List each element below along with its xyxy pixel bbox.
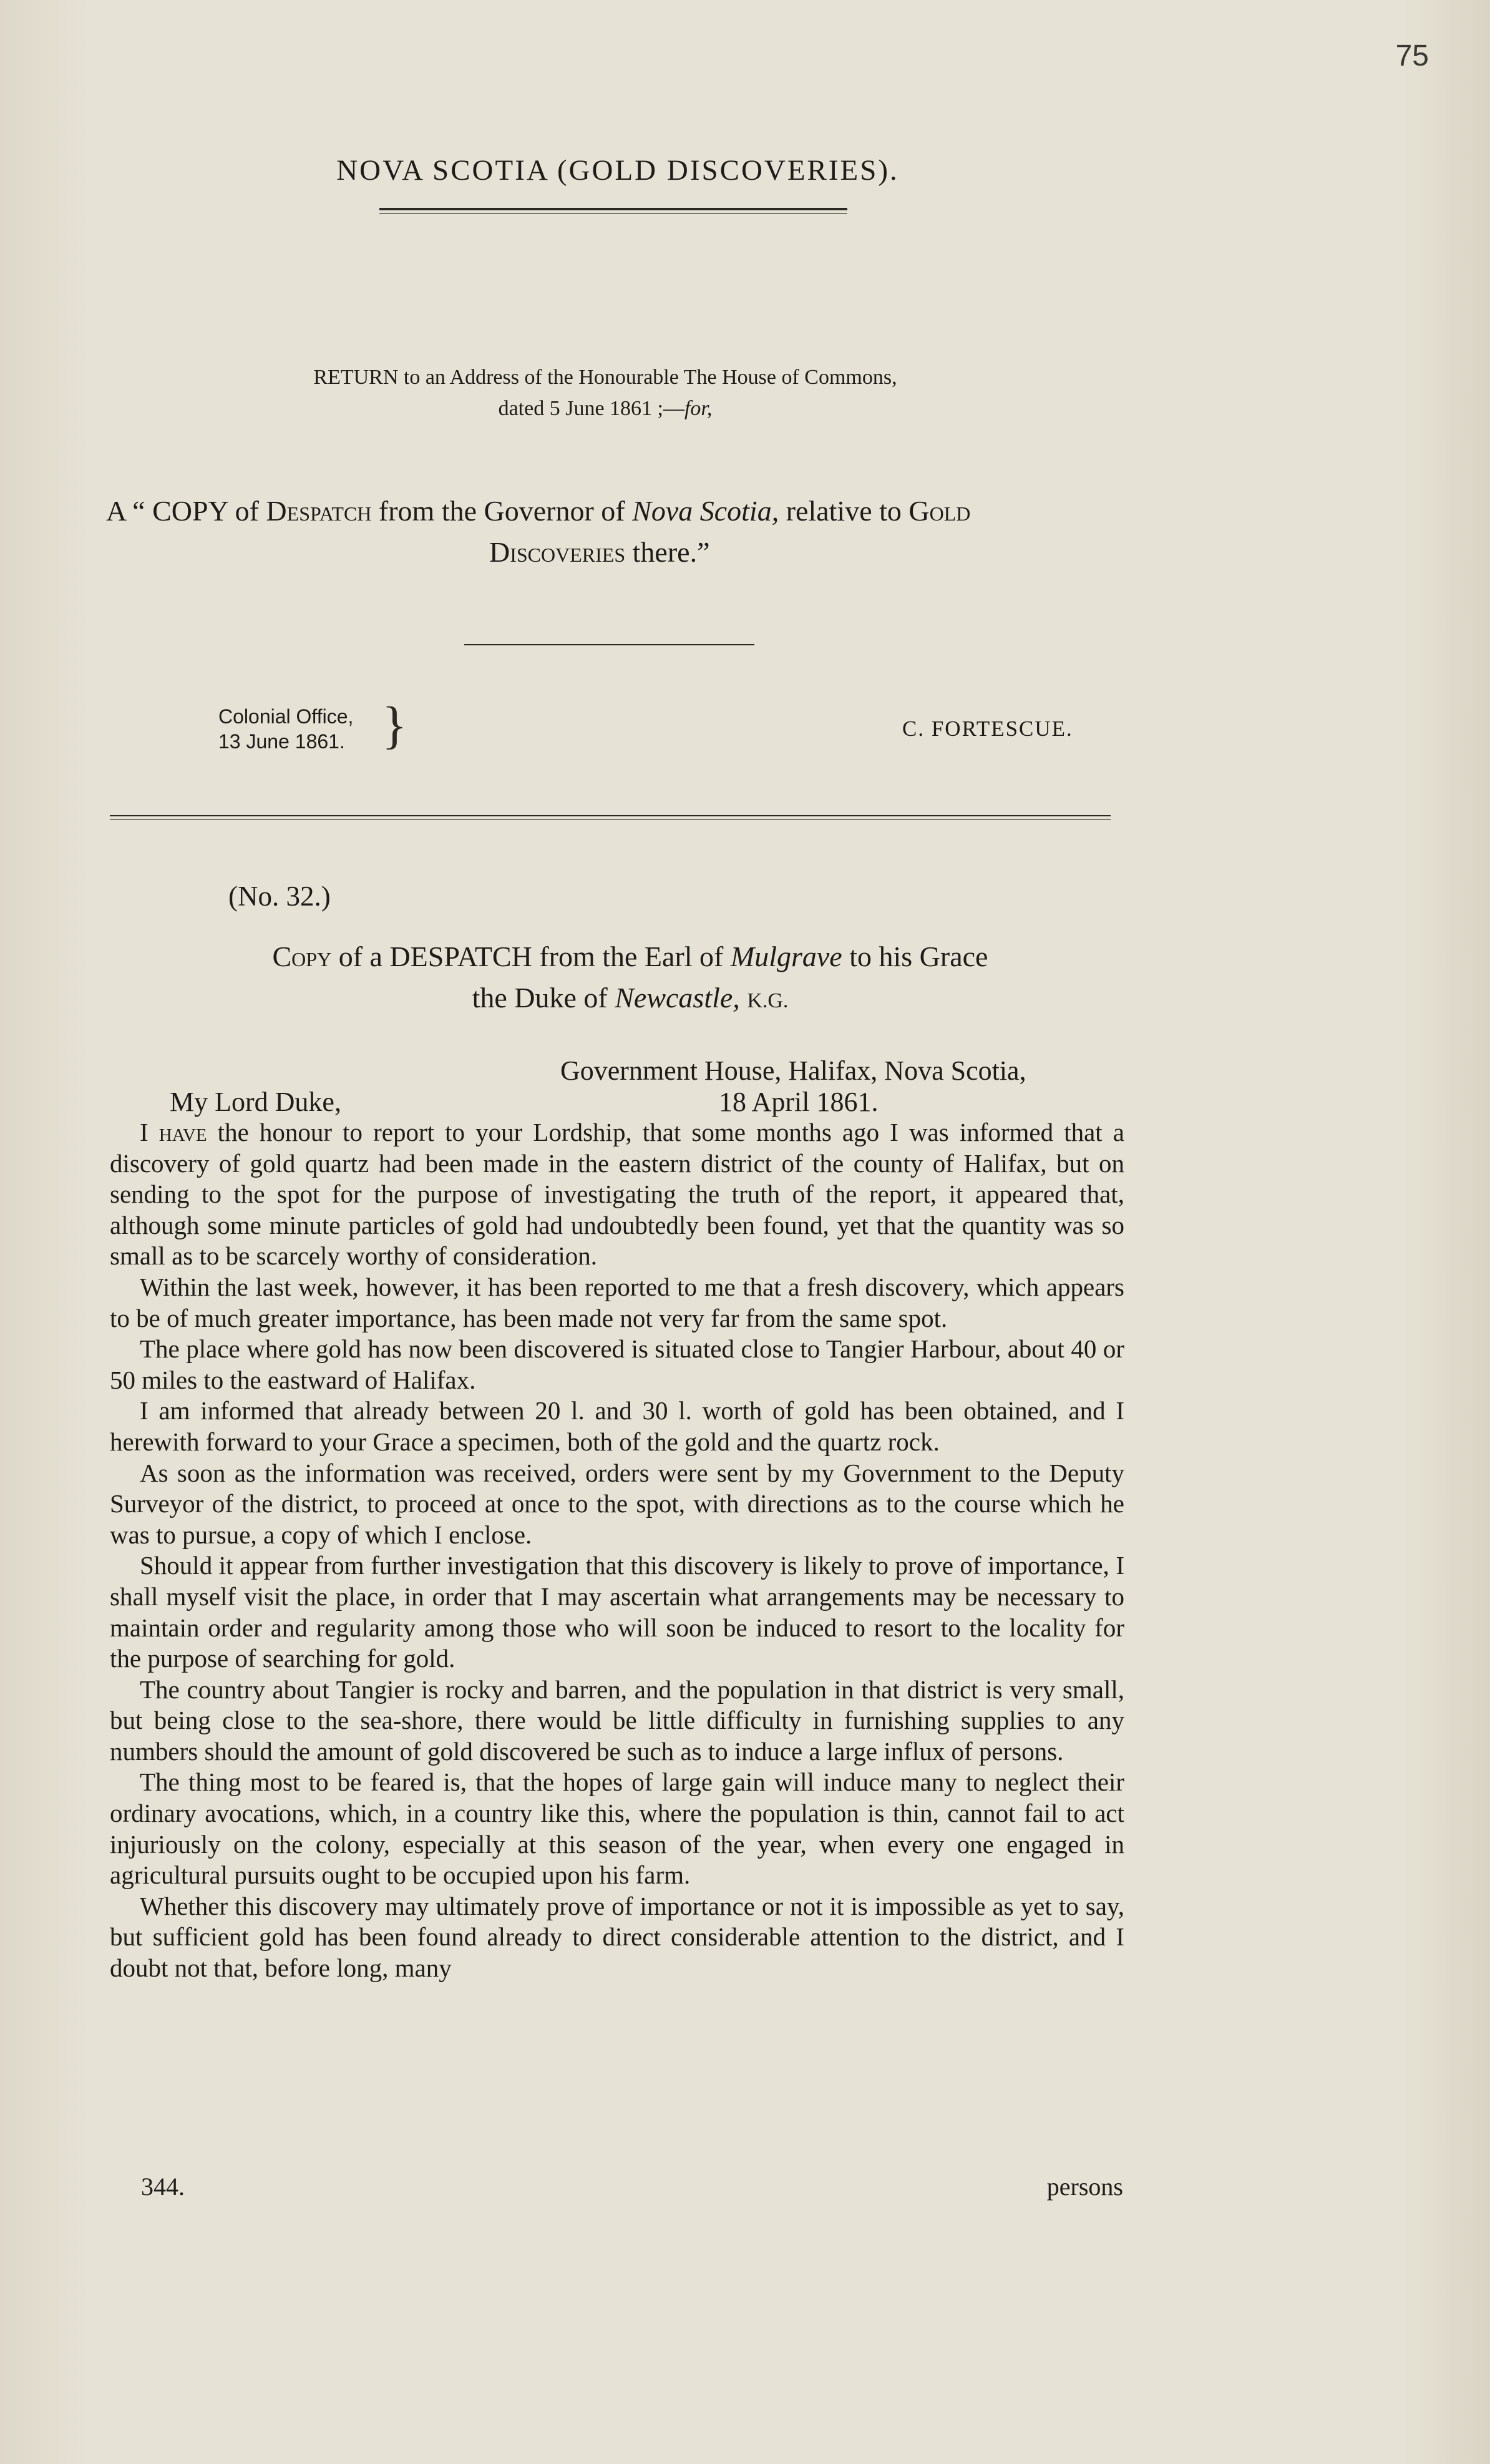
copy-heading-despatch: Despatch bbox=[266, 495, 372, 527]
copy-heading-gold: Gold bbox=[908, 495, 971, 527]
despatch-heading bbox=[187, 936, 1073, 1022]
copy-heading-line2 bbox=[489, 532, 710, 573]
return-notice-line1: RETURN to an Address of the Honourable The House of Commons, bbox=[313, 366, 897, 389]
despatch-heading-line2 bbox=[187, 977, 1073, 1022]
return-notice-line2 bbox=[187, 397, 1023, 421]
return-date-text: dated 5 June 1861 ;— bbox=[498, 397, 684, 420]
paragraph-text: the honour to report to your Lordship, that some months ago I was informed that a discovery of gold quartz had been made in the eastern district of the county of Halifax, but on sending to the spot for the purpose of investigating the truth of the report, it appeared that, although some minute particles of gold had undoubtedly been found, yet that the quantity was so small as to be scarcely worthy of consideration. bbox=[110, 1118, 1124, 1271]
paragraph: Within the last week, however, it has been reported to me that a fresh discovery, which appears to be of much greater importance, has been made not very far from the same spot. bbox=[110, 1272, 1124, 1332]
copy-heading-text: A “ COPY of bbox=[106, 495, 266, 527]
section-rule-long-bottom bbox=[110, 819, 1111, 820]
colonial-office-date: 13 June 1861. bbox=[218, 730, 345, 753]
paragraph: Should it appear from further investigation that this discovery is likely to prove of importance, I shall myself visit the place, in order that I may ascertain what arrangements may be necessary to maintain order and regularity among those who will soon be induced to resort to the locality for the purpose of searching for gold. bbox=[110, 1551, 1124, 1673]
paragraph bbox=[110, 1117, 1124, 1272]
paragraph: As soon as the information was received, orders were sent by my Government to the Deputy Surveyor of the district, to proceed at once to the spot, with directions as to the course which he was to pursue, a copy of which I enclose. bbox=[110, 1458, 1124, 1549]
despatch-heading-text: of a DESPATCH from the Earl of bbox=[331, 941, 731, 972]
letter-body bbox=[110, 1117, 1124, 1984]
signer-name: C. FORTESCUE. bbox=[902, 716, 1073, 741]
colonial-office-line: Colonial Office, bbox=[218, 705, 354, 728]
page-number: 75 bbox=[1395, 39, 1429, 72]
document-title: NOVA SCOTIA (GOLD DISCOVERIES). bbox=[336, 154, 899, 187]
despatch-heading-text: to his Grace bbox=[842, 941, 988, 972]
letter-salutation: My Lord Duke, bbox=[170, 1087, 341, 1117]
letter-location: Government House, Halifax, Nova Scotia, bbox=[560, 1055, 1026, 1086]
letter-date: 18 April 1861. bbox=[719, 1087, 879, 1117]
section-rule-long-top bbox=[110, 815, 1111, 816]
paragraph: The thing most to be feared is, that the hopes of large gain will induce many to neglect their ordinary avocations, which, in a country like this, where the population is thin, cannot fail to act injuriously on the colony, especially at this season of the year, when every one engaged in agricultural pursuits ought to be occupied upon his farm. bbox=[110, 1767, 1124, 1890]
title-rule-thin bbox=[379, 213, 847, 214]
return-for-text: for, bbox=[684, 397, 713, 420]
paragraph: Whether this discovery may ultimately prove of importance or not it is impossible as yet to say, but sufficient gold has been found already to direct considerable attention to the district, and I doubt not that, before long, many bbox=[110, 1891, 1124, 1983]
despatch-heading-line1 bbox=[187, 936, 1073, 977]
despatch-heading-newcastle: Newcastle, bbox=[615, 982, 740, 1014]
section-rule-short bbox=[464, 644, 754, 645]
despatch-number: (No. 32.) bbox=[228, 881, 331, 912]
copy-heading-line1 bbox=[106, 491, 1117, 532]
colonial-office-block bbox=[218, 704, 353, 754]
footer-catchword: persons bbox=[1046, 2173, 1123, 2201]
paragraph: The country about Tangier is rocky and barren, and the population in that district is very small, but being close to the sea-shore, there would be little difficulty in furnishing supplies to any numbers should the amount of gold discovered be such as to induce a large influx of persons. bbox=[110, 1674, 1124, 1766]
copy-heading-text: from the Governor of bbox=[371, 495, 633, 527]
despatch-heading-mulgrave: Mulgrave bbox=[730, 941, 842, 972]
despatch-heading-text: the Duke of bbox=[472, 982, 615, 1014]
copy-heading-text: relative to bbox=[779, 495, 909, 527]
copy-heading-discoveries: Discoveries bbox=[489, 536, 626, 568]
paragraph: The place where gold has now been discovered is situated close to Tangier Harbour, about 40 or 50 miles to the eastward of Halifax. bbox=[110, 1334, 1124, 1394]
footer-sessional-number: 344. bbox=[141, 2173, 185, 2201]
paragraph: I am informed that already between 20 l. and 30 l. worth of gold has been obtained, and I herewith forward to your Grace a specimen, both of the gold and the quartz rock. bbox=[110, 1396, 1124, 1456]
despatch-heading-kg: K.G. bbox=[747, 989, 789, 1012]
despatch-heading-copy: Copy bbox=[272, 941, 332, 972]
paragraph-lead: I have bbox=[140, 1118, 207, 1146]
title-rule-thick bbox=[379, 208, 847, 210]
copy-heading-nova-scotia: Nova Scotia, bbox=[632, 495, 779, 527]
copy-heading-text: there.” bbox=[625, 536, 710, 568]
brace-glyph: } bbox=[382, 697, 407, 755]
